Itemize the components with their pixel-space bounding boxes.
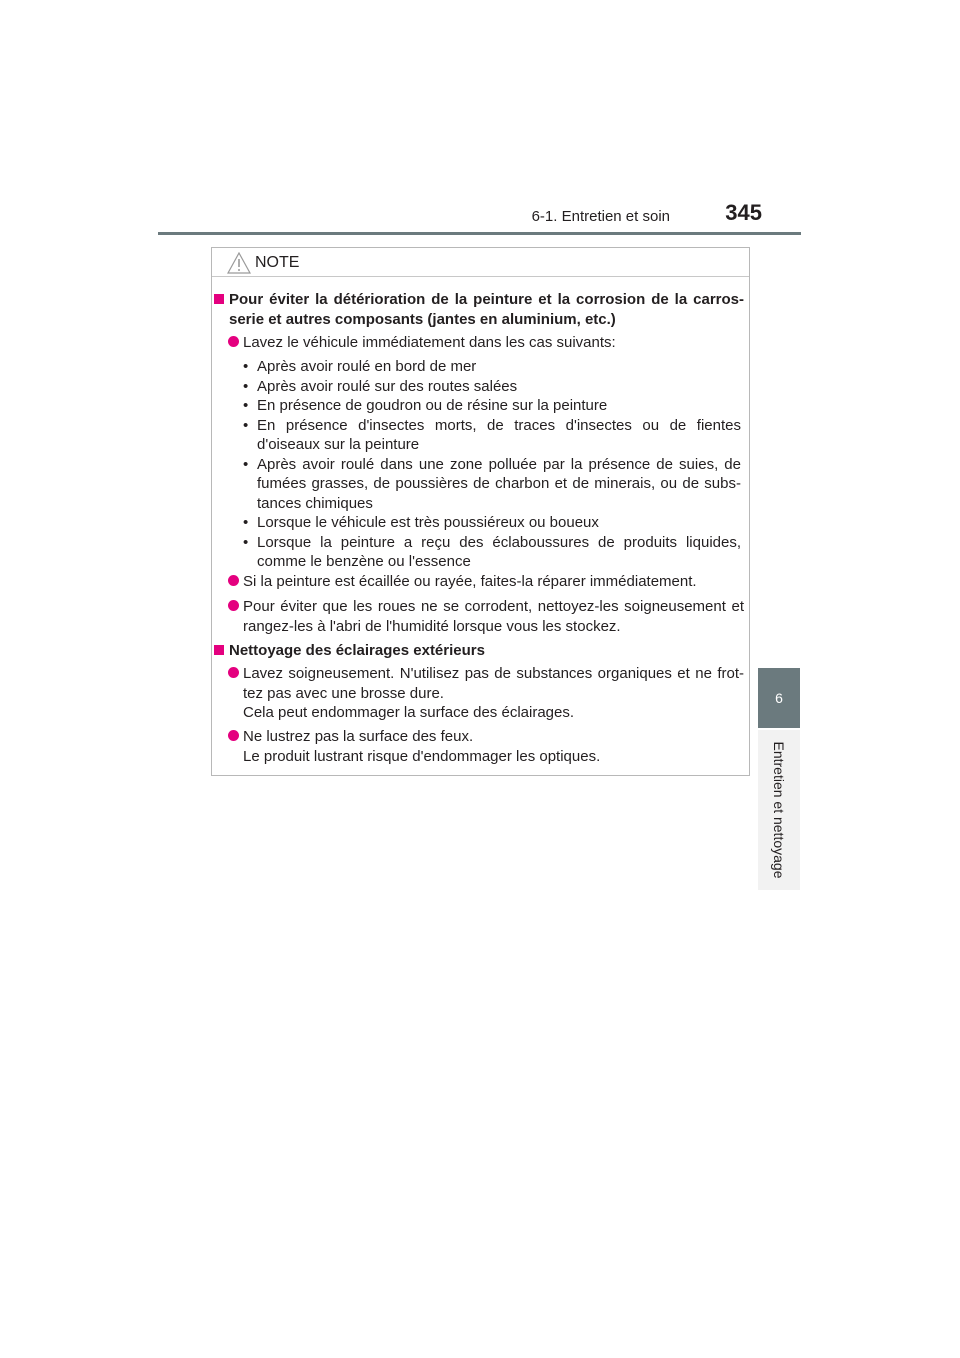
page-number: 345 [725,200,762,225]
sub-list-item: • En présence de goudron ou de résine sur la peinture [243,397,608,414]
list-item: Lavez soigneusement. N'utilisez pas de substances organiques et ne frot- tez pas avec une brosse dure. Cela peut endommager la surface des éclairages. [228,664,744,723]
round-bullet-icon [228,575,239,586]
square-bullet-icon [214,294,224,304]
sub-list-item: • Après avoir roulé dans une zone polluée par la présence de suies, de fumées grasses, de poussières de charbon et de minerais, ou de subs- tances chimiques [243,455,741,512]
list-item: Ne lustrez pas la surface des feux. Le produit lustrant risque d'endommager les optiques. [228,727,744,766]
sub-list-item: • Après avoir roulé en bord de mer [243,358,477,375]
round-bullet-icon [228,730,239,741]
note-box [211,247,750,776]
sub-list-item: • Lorsque le véhicule est très poussiéreux ou boueux [243,514,599,531]
section-heading: Nettoyage des éclairages extérieurs [214,641,744,661]
sub-list-item: • En présence d'insectes morts, de traces d'insectes ou de fientes d'oiseaux sur la peinture [243,416,741,453]
section-title: 6-1. Entretien et soin [531,208,670,225]
note-header [212,248,749,277]
sub-list-item: • Après avoir roulé sur des routes salées [243,377,518,395]
list-item: Si la peinture est écaillée ou rayée, faites-la réparer immédiatement. [228,572,744,592]
chapter-tab-number: 6 [758,668,800,728]
list-item: Lavez le véhicule immédiatement dans les cas suivants: [228,333,744,353]
sub-list-item: • Lorsque la peinture a reçu des éclaboussures de produits liquides, comme le benzène ou l'essence [243,533,741,570]
list-item: Pour éviter que les roues ne se corrodent, nettoyez-les soigneusement et rangez-les à l'abri de l'humidité lorsque vous les stockez. [228,597,744,636]
round-bullet-icon [228,336,239,347]
chapter-tab-label: Entretien et nettoyage [771,741,787,879]
header-rule [158,232,801,235]
round-bullet-icon [228,600,239,611]
square-bullet-icon [214,645,224,655]
note-title: NOTE [255,254,300,271]
warning-triangle-icon [227,252,251,274]
section-heading: Pour éviter la détérioration de la peinture et la corrosion de la carros- serie et autres composants (jantes en aluminium, etc.) [214,290,744,329]
round-bullet-icon [228,667,239,678]
